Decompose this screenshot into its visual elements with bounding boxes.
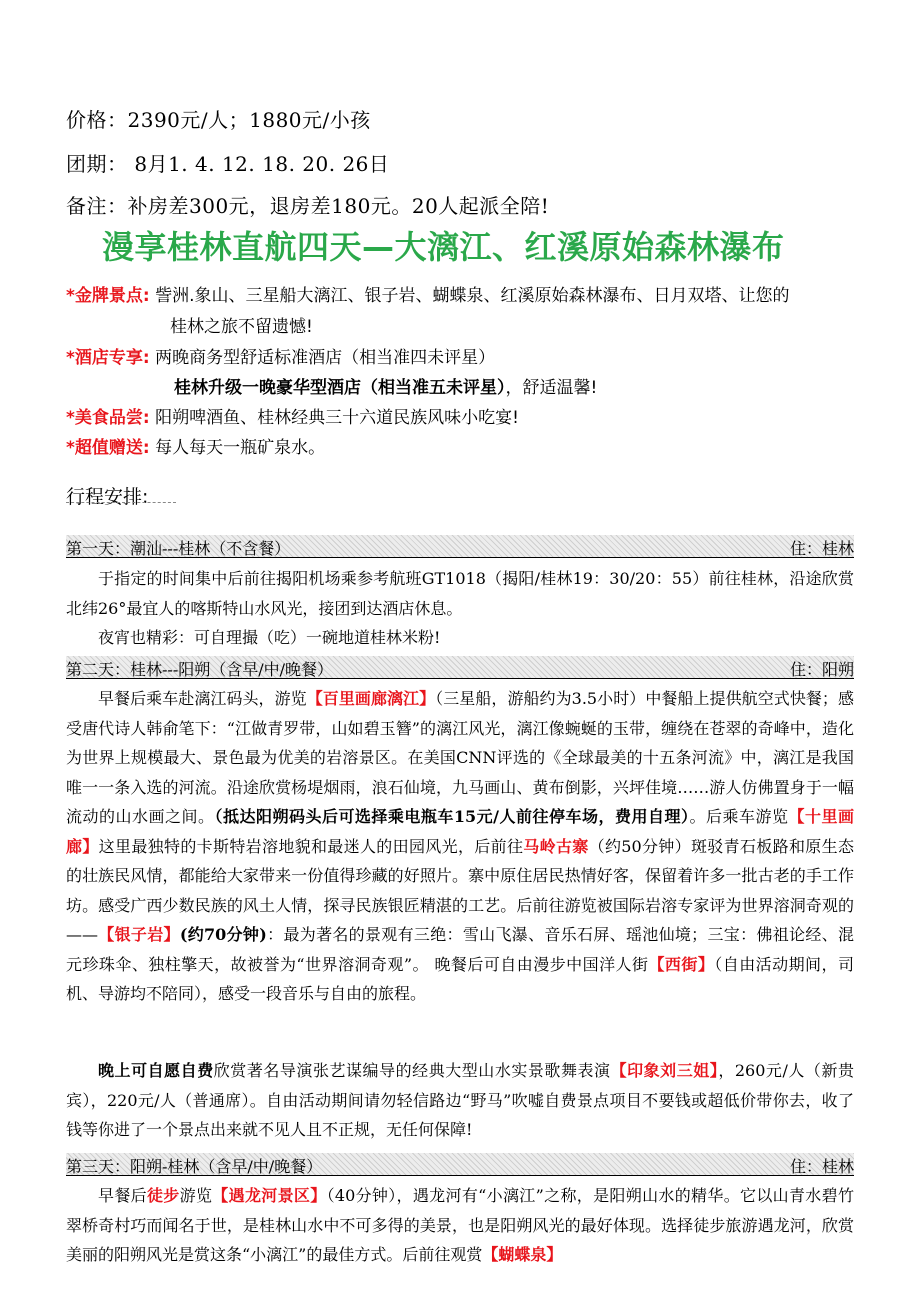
day-3-paragraph: 早餐后徒步游览【遇龙河景区】（40分钟），遇龙河有“小漓江”之称，是阳朔山水的精华。它以山青水碧竹翠桥奇村巧而闻名于世，是桂林山水中不可多得的美景，也是阳朔风光的最好体现。选择徒步旅游遇龙河，欣赏美丽的阳朔风光是赏这条“小漓江”的最佳方式。后前往观赏【蝴蝶泉】 — [66, 1186, 854, 1264]
day-1-snack: 夜宵也精彩：可自理撮（吃）一碗地道桂林米粉! — [98, 628, 441, 647]
food-label: *美食品尝: — [66, 408, 150, 428]
day-1-stay: 住：桂林 — [789, 539, 854, 558]
day-2-stay: 住：阳朔 — [789, 660, 854, 679]
gift-label: *超值赠送: — [66, 438, 150, 458]
day-2-header — [66, 656, 854, 679]
day-2-paragraph: 早餐后乘车赴漓江码头，游览【百里画廊漓江】（三星船，游船约为3.5小时）中餐船上提供航空式快餐；感受唐代诗人韩俞笔下：“江做青罗带，山如碧玉簪”的漓江风光，漓江像蜿蜒的玉带，缠绕在苍翠的奇峰中，造化为世界上规模最大、景色最为优美的岩溶景区。在美国CNN评选的《全球最美的十五条河流》中，漓江是我国唯一一条入选的河流。沿途欣赏杨堤烟雨，浪石仙境，九马画山、黄布倒影，兴坪佳境……游人仿佛置身于一幅流动的山水画之间。（抵达阳朔码头后可选择乘电瓶车15元/人前往停车场，费用自理）。后乘车游览【十里画廊】这里最独特的卡斯特岩溶地貌和最迷人的田园风光，后前往马岭古寨（约50分钟）斑驳青石板路和原生态的壮族民风情，都能给大家带来一份值得珍藏的好照片。寨中原住居民热情好客，保留着许多一批古老的手工作坊。感受广西少数民族的风土人情，探寻民族银匠精湛的工艺。后前往游览被国际岩溶专家评为世界溶洞奇观的——【银子岩】(约70分钟)：最为著名的景观有三绝：雪山飞瀑、音乐石屏、瑶池仙境；三宝：佛祖论经、混元珍珠伞、独柱擎天，故被誉为“世界溶洞奇观”。 晚餐后可自由漫步中国洋人街【西街】（自由活动期间，司机、导游均不陪同），感受一段音乐与自由的旅程。 — [66, 689, 854, 1003]
day-1-header — [66, 535, 854, 558]
hotel-label: *酒店专享: — [66, 348, 150, 368]
spots-text-continued: 桂林之旅不留遗憾! — [170, 317, 313, 337]
food-text: 阳朔啤酒鱼、桂林经典三十六道民族风味小吃宴! — [155, 408, 519, 428]
day-3-stay: 住：桂林 — [789, 1157, 854, 1176]
highlight-hotel — [66, 343, 495, 368]
highlight-spots — [66, 281, 790, 306]
highlight-food — [66, 403, 519, 428]
itinerary-heading: 行程安排: — [66, 486, 149, 508]
hotel-text: 两晚商务型舒适标准酒店（相当准四未评星） — [155, 348, 496, 368]
hotel-upgrade-bold: 桂林升级一晚豪华型酒店（相当准五未评星） — [174, 378, 506, 398]
silver-cave-highlight: 【银子岩】 — [98, 925, 180, 944]
hotel-upgrade-rest: ，舒适温馨! — [505, 378, 598, 398]
highlight-gift — [66, 433, 325, 458]
heading-underline — [66, 502, 176, 503]
yulong-river-highlight: 【遇龙河景区】 — [212, 1186, 327, 1205]
price-line: 价格：2390元/人；1880元/小孩 — [66, 108, 371, 132]
spots-text: 訾洲.象山、三星船大漓江、银子岩、蝴蝶泉、红溪原始森林瀑布、日月双塔、让您的 — [155, 286, 790, 306]
hotel-upgrade-line — [174, 373, 597, 398]
butterfly-spring-highlight: 【蝴蝶泉】 — [482, 1245, 563, 1264]
ten-mile-gallery-highlight: 【十里画廊】 — [66, 807, 854, 856]
maling-village-highlight: 马岭古寨 — [523, 836, 589, 856]
day-3-header — [66, 1153, 854, 1176]
day-3-title: 第三天：阳朔-桂林（含早/中/晚餐） — [66, 1157, 323, 1176]
tour-title: 漫享桂林直航四天—大漓江、红溪原始森林瀑布 — [102, 228, 785, 266]
day-1-title: 第一天：潮汕---桂林（不含餐） — [66, 539, 291, 558]
impression-show-highlight: 【印象刘三姐】 — [610, 1061, 719, 1080]
day-2-evening: 晚上可自愿自费欣赏著名导演张艺谋编导的经典大型山水实景歌舞表演【印象刘三姐】，260元/人（新贵宾），220元/人（普通席）。自由活动期间请勿轻信路边“野马”吹嘘自费景点项目不要钱或超低价带你去，收了钱等你进了一个景点出来就不见人且不正规，无任何保障! — [66, 1061, 854, 1139]
day-1-paragraph: 于指定的时间集中后前往揭阳机场乘参考航班GT1018（揭阳/桂林19：30/20：55）前往桂林，沿途欣赏北纬26°最宜人的喀斯特山水风光，接团到达酒店休息。 — [66, 569, 854, 618]
day-2-title: 第二天：桂林---阳朔（含早/中/晚餐） — [66, 660, 334, 679]
gift-text: 每人每天一瓶矿泉水。 — [155, 438, 326, 458]
spots-label: *金牌景点: — [66, 286, 150, 306]
dates-line: 团期： 8月1. 4. 12. 18. 20. 26日 — [66, 152, 390, 176]
li-river-highlight: 【百里画廊漓江】 — [306, 689, 436, 708]
west-street-highlight: 【西街】 — [648, 954, 715, 974]
wharf-note: （抵达阳朔码头后可选择乘电瓶车15元/人前往停车场，费用自理） — [214, 807, 690, 826]
note-line: 备注：补房差300元，退房差180元。20人起派全陪! — [66, 194, 550, 218]
